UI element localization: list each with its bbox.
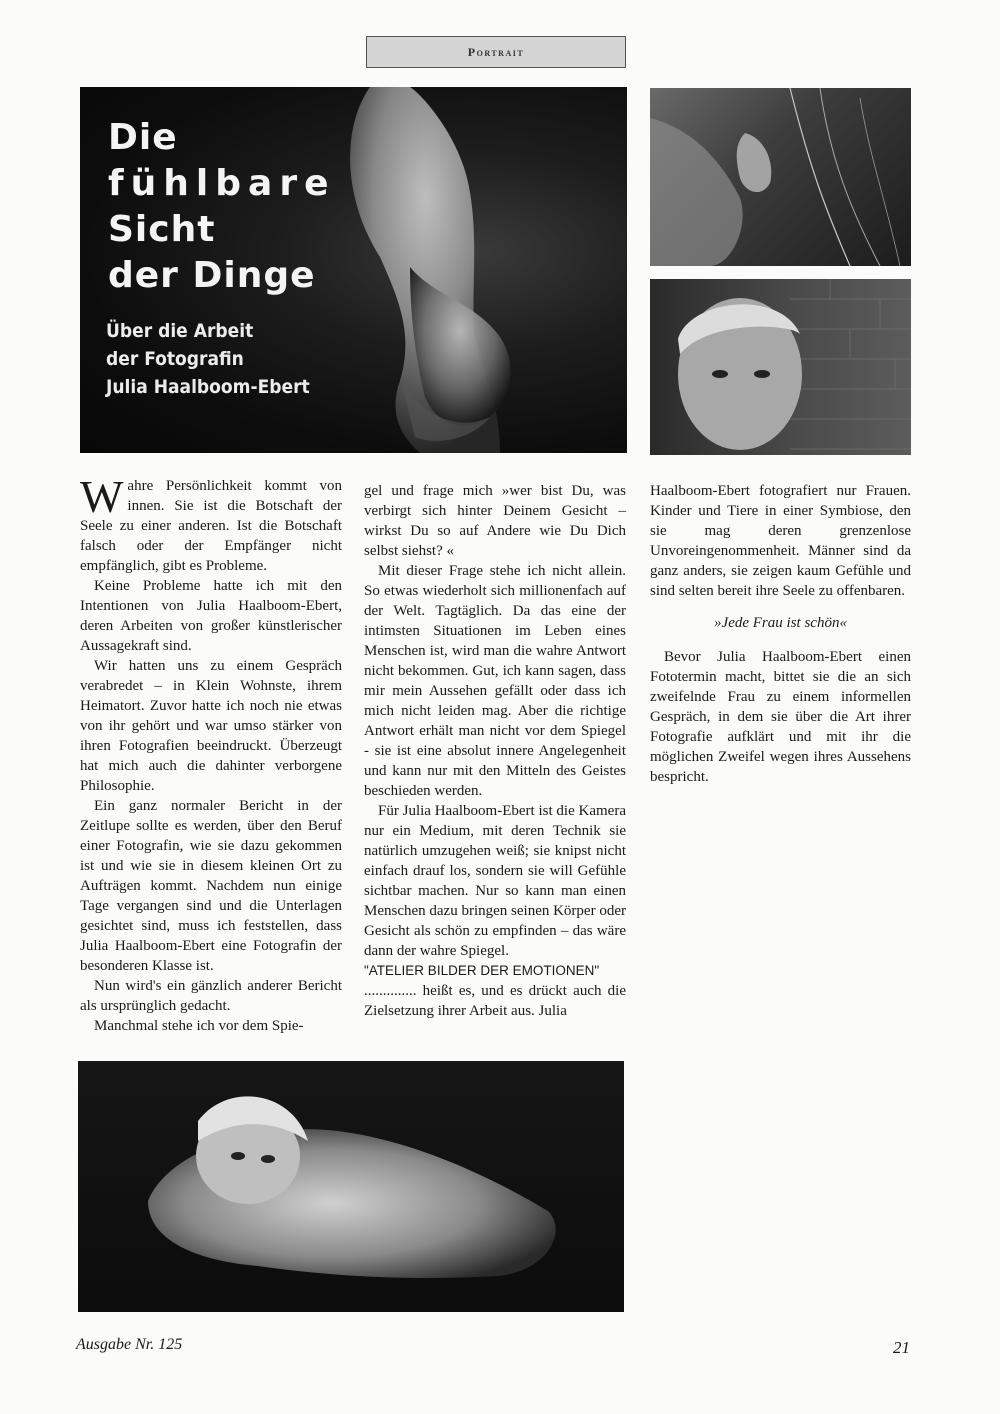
article-column-2 (364, 481, 626, 1021)
paragraph: gel und frage mich »wer bist Du, was verbirgt sich hinter Deinem Gesicht – wirkst Du so auf Andere wie Du Dich selbst siehst? « (364, 483, 626, 559)
paragraph: Keine Probleme hatte ich mit den Intentionen von Julia Haalboom-Ebert, deren Arbeiten von großer künstlerischer Aussagekraft sind. (80, 578, 342, 654)
subtitle-line: Über die Arbeit (106, 320, 254, 342)
paragraph: Haalboom-Ebert fotografiert nur Frauen. Kinder und Tiere in einer Symbiose, den sie mag deren grenzenlose Unvoreingenommenheit. Männer sind da ganz anders, sie zeigen kaum Gefühle und sind selten bereit ihre Seele zu offenbaren. (650, 483, 911, 599)
section-label: Portrait (366, 36, 626, 68)
subtitle-line: der Fotografin (106, 348, 244, 370)
title-line: Die (108, 117, 178, 158)
issue-number: Ausgabe Nr. 125 (76, 1336, 183, 1353)
paragraph-text: .............. heißt es, und es drückt auch die Zielsetzung ihrer Arbeit aus. Julia (364, 983, 626, 1019)
paragraph (80, 471, 342, 576)
title-line: fühlbare (108, 163, 336, 204)
subheading-quote: »Jede Frau ist schön« (714, 615, 847, 631)
boy-portrait-photo (650, 279, 911, 455)
title-line: Sicht (108, 209, 216, 250)
paragraph: Nun wird's ein gänzlich anderer Bericht als ursprünglich gedacht. (80, 978, 342, 1014)
article-title (108, 115, 336, 299)
paragraph: Bevor Julia Haalboom-Ebert einen Fototermin macht, bittet sie die an sich zweifelnde Frau zu einem informellen Gespräch, in dem sie über die Art ihrer Fotografie aufklärt und mit ihr die möglichen Zweifel wegen ihres Aussehens bespricht. (650, 649, 911, 785)
drop-cap: W (80, 471, 124, 522)
page-number: 21 (893, 1338, 910, 1357)
reclining-child-photo (78, 1061, 624, 1312)
paragraph: Mit dieser Frage stehe ich nicht allein. So etwas wiederholt sich millionenfach auf der Welt. Tagtäglich. Da das eine der intimsten Situationen im Leben eines Menschen ist, wird man die wahre Antwort nicht bekommen. Gut, ich kann sagen, dass mir mein Aussehen gefällt oder dass ich mich nicht leiden mag. Aber die richtige Antwort erhält man nicht vor dem Spiegel - sie ist eine absolut innere Angelegenheit und kann nur mit den Mitteln des Geistes beschieden werden. (364, 563, 626, 799)
paragraph: Wir hatten uns zu einem Gespräch verabredet – in Klein Wohnste, ihrem Heimatort. Zuvor hatte ich noch nie etwas von ihr gehört und war umso stärker von ihren Fotografien beeindruckt. Überzeugt hat mich auch die dahinter verborgene Philosophie. (80, 658, 342, 794)
article-subtitle (106, 317, 310, 401)
article-column-3 (650, 481, 911, 787)
paragraph (364, 961, 626, 1021)
subtitle-line: Julia Haalboom-Ebert (106, 376, 310, 398)
paragraph-text: ahre Persönlichkeit kommt von innen. Sie ist die Botschaft der Seele zu einer anderen. Ist die Botschaft falsch oder der Empfänger nicht empfänglich, gibt es Probleme. (80, 478, 342, 574)
studio-name: "ATELIER BILDER DER EMOTIONEN" (364, 963, 600, 978)
paragraph: Für Julia Haalboom-Ebert ist die Kamera nur ein Medium, mit deren Technik sie natürlich umzugehen weiß; sie knipst nicht einfach drauf los, sondern sie will Gefühle sichtbar machen. Nur so kann man einen Menschen dazu bringen seinen Körper oder Gesicht als schön zu empfinden – das wäre dann der wahre Spiegel. (364, 803, 626, 959)
article-column-1 (80, 471, 342, 1036)
paragraph: Manchmal stehe ich vor dem Spie- (94, 1018, 304, 1034)
paragraph: Ein ganz normaler Bericht in der Zeitlupe sollte es werden, über den Beruf einer Fotografin, wie sie dazu gekommen ist und wie sie in diesem kleinen Ort zu Aufträgen kommt. Nachdem nun einige Tage vergangen sind und die Unterlagen gesichtet sind, muss ich feststellen, dass Julia Haalboom-Ebert eine Fotografin der besonderen Klasse ist. (80, 798, 342, 974)
title-line: der Dinge (108, 255, 316, 296)
hero-photo (80, 87, 627, 453)
hand-grass-photo (650, 88, 911, 266)
